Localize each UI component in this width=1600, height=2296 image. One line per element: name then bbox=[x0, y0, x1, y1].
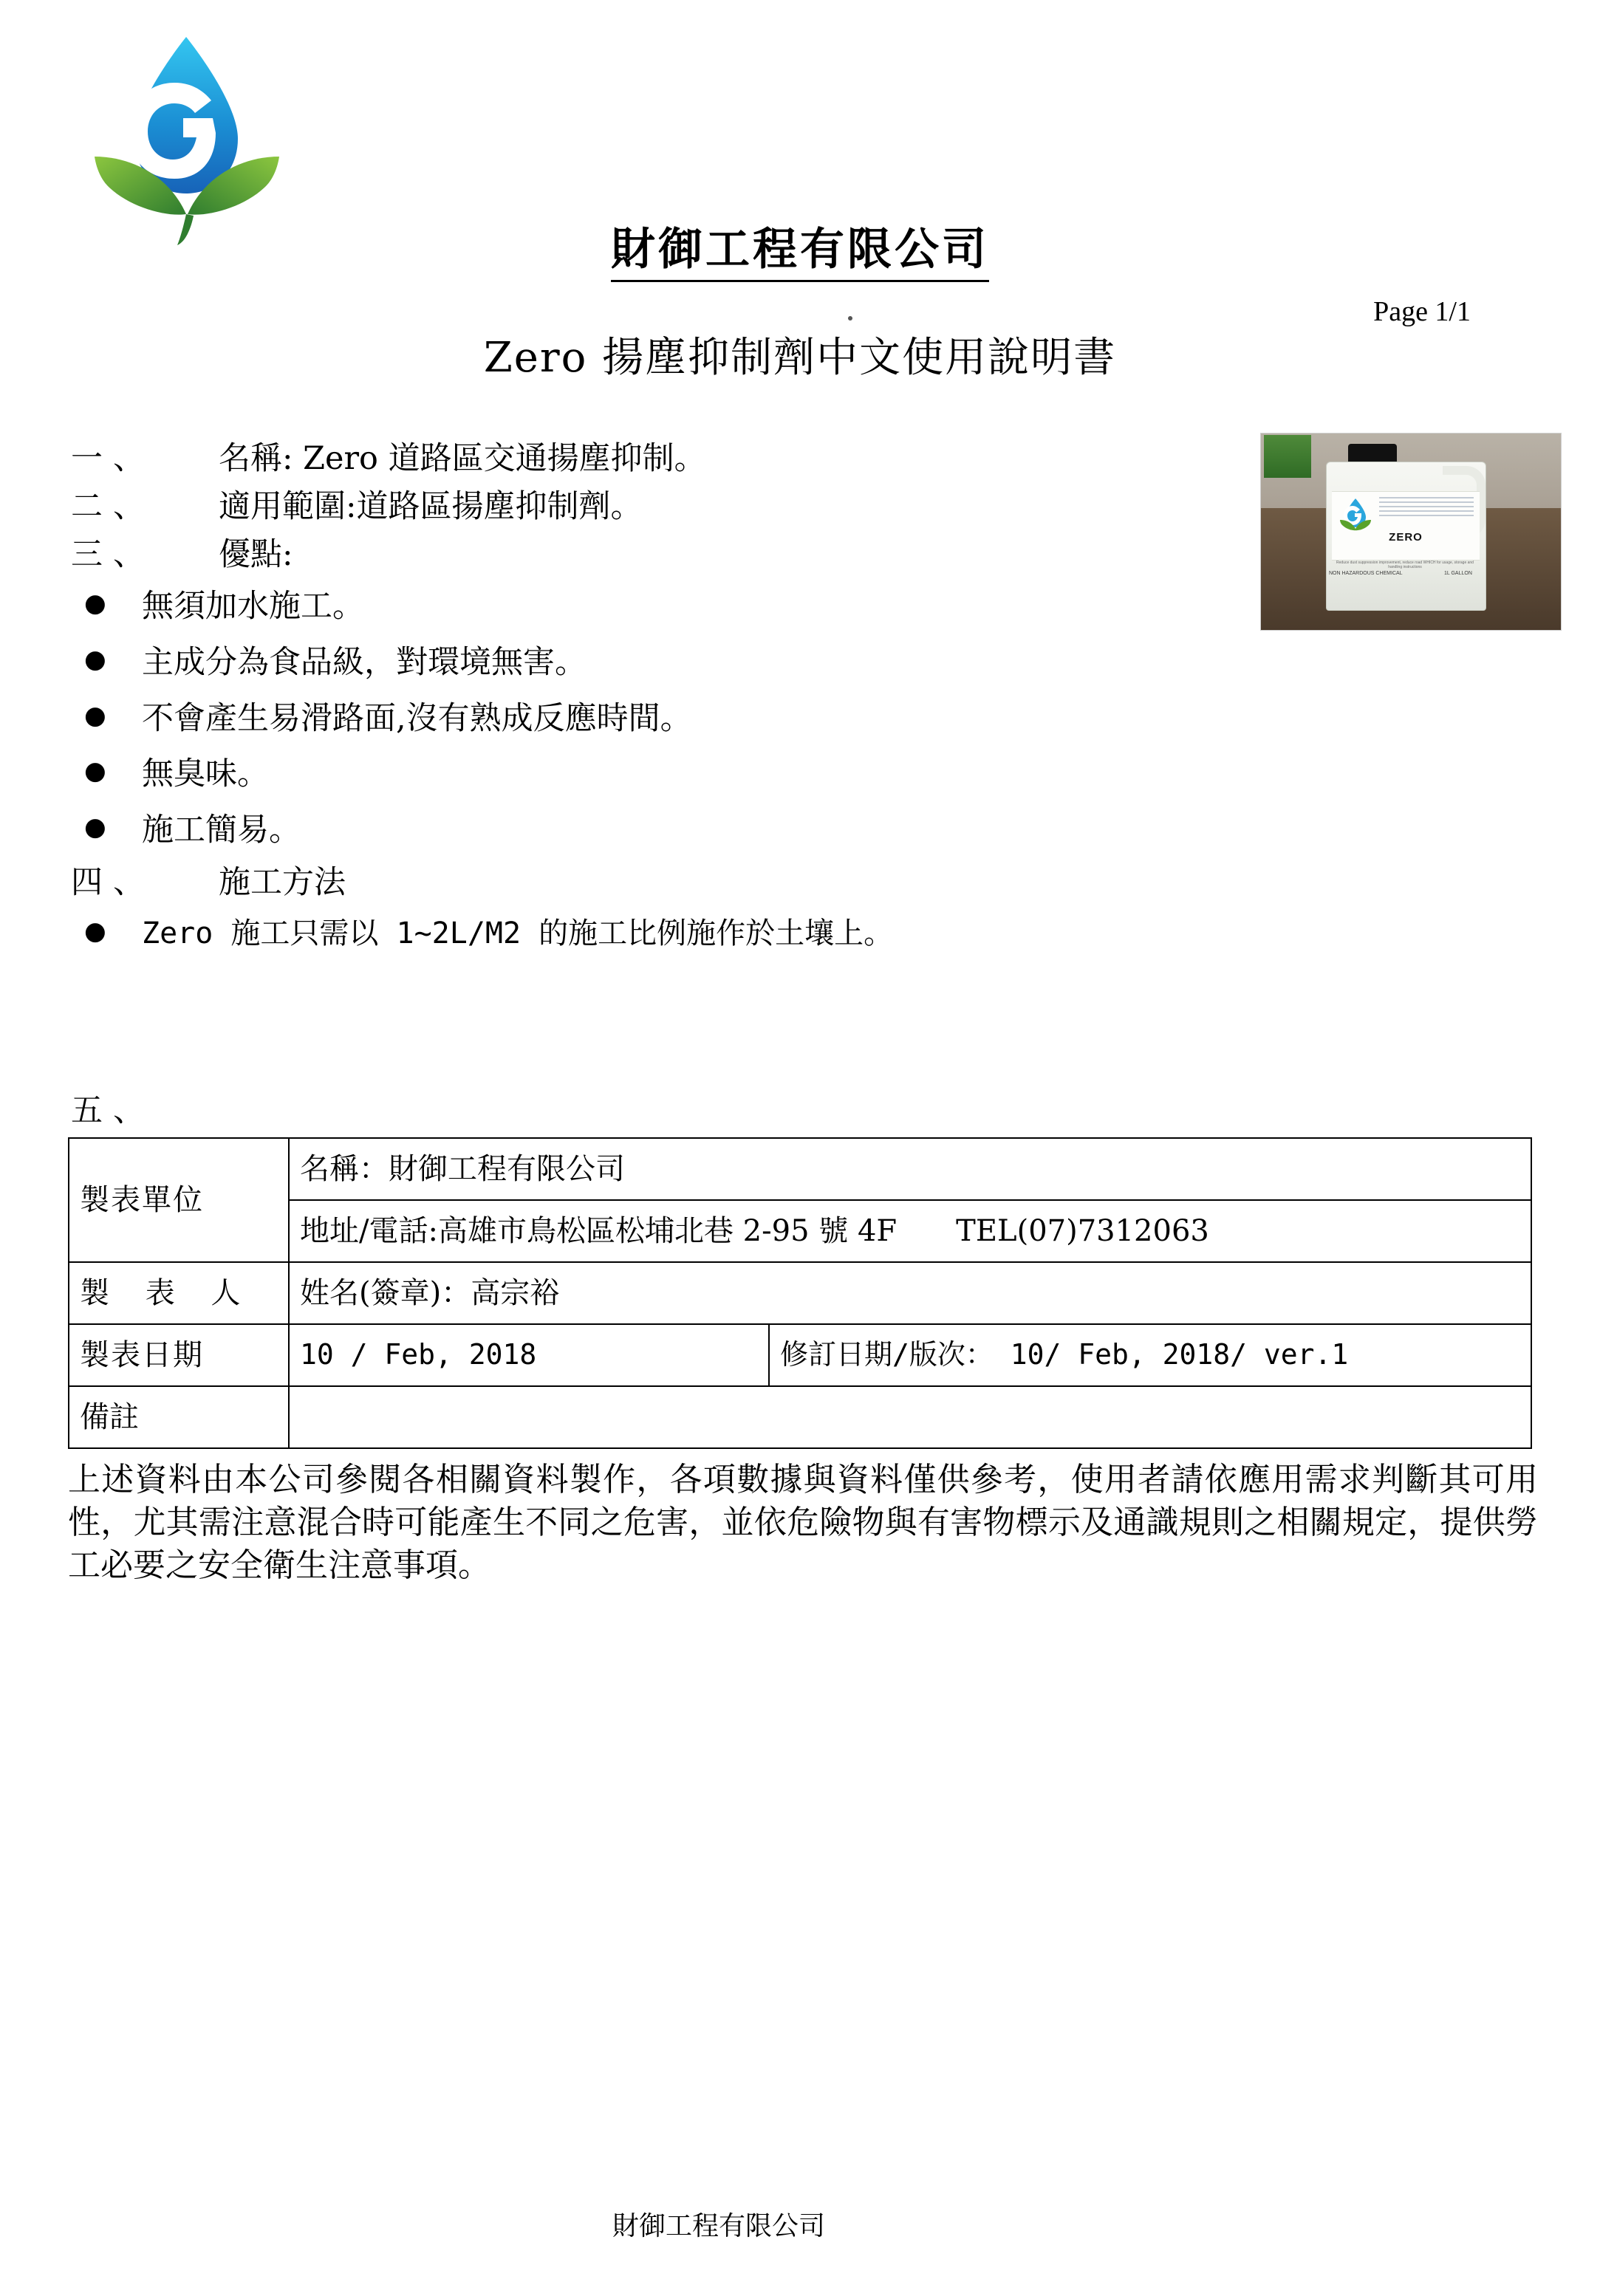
list-item-label: 主成分為食品級，對環境無害。 bbox=[142, 643, 587, 681]
table-row bbox=[69, 1324, 1531, 1386]
document-info-table bbox=[68, 1137, 1532, 1449]
title-decorative-dot bbox=[848, 316, 852, 321]
section-text-4: 施工方法 bbox=[219, 863, 346, 901]
table-label-remarks: 備註 bbox=[69, 1386, 289, 1448]
table-row bbox=[69, 1386, 1531, 1448]
bullet-icon: ● bbox=[84, 756, 106, 787]
list-item-label: 無臭味。 bbox=[142, 755, 269, 793]
label-product-name: ZERO bbox=[1389, 531, 1423, 544]
table-value-preparer: 姓名(簽章)：高宗裕 bbox=[289, 1262, 1531, 1324]
table-label-date: 製表日期 bbox=[69, 1324, 289, 1386]
section-item-2 bbox=[71, 488, 1282, 525]
table-value-remarks bbox=[289, 1386, 1531, 1448]
company-title bbox=[0, 214, 1600, 278]
application-method-list bbox=[71, 915, 1282, 952]
document-title: Zero 揚塵抑制劑中文使用說明書 bbox=[483, 334, 1117, 382]
table-label-preparer: 製 表 人 bbox=[69, 1262, 289, 1324]
table-label-issuer: 製表單位 bbox=[69, 1138, 289, 1262]
advantages-list bbox=[71, 587, 1282, 851]
company-title-text: 財御工程有限公司 bbox=[611, 224, 989, 282]
section-number-1: 一、 bbox=[71, 440, 155, 477]
disclaimer-note: 上述資料由本公司參閱各相關資料製作，各項數據與資料僅供參考，使用者請依應用需求判斷其可用性，尤其需注意混合時可能產生不同之危害，並依危險物與有害物標示及通識規則之相關規定，提供勞工必要之安全衛生注意事項。 bbox=[68, 1461, 1538, 1585]
list-item-label: 施工簡易。 bbox=[142, 812, 301, 849]
label-logo-icon bbox=[1339, 497, 1372, 531]
document-body bbox=[71, 440, 1282, 968]
list-item bbox=[71, 699, 1282, 739]
bullet-icon: ● bbox=[84, 700, 106, 730]
bullet-icon: ● bbox=[84, 916, 106, 946]
label-text-lines bbox=[1379, 497, 1474, 527]
list-item bbox=[71, 643, 1282, 683]
page-footer: 財御工程有限公司 bbox=[612, 2211, 825, 2241]
section-number-2: 二、 bbox=[71, 488, 155, 525]
product-photo bbox=[1260, 433, 1562, 631]
table-row bbox=[69, 1138, 1531, 1200]
section-item-3 bbox=[71, 536, 1282, 573]
table-value-revision: 修訂日期/版次： 10/ Feb, 2018/ ver.1 bbox=[769, 1324, 1531, 1386]
bullet-icon: ● bbox=[84, 589, 106, 618]
section-number-3: 三、 bbox=[71, 536, 155, 573]
table-row bbox=[69, 1262, 1531, 1324]
table-value-issuer-name: 名稱：財御工程有限公司 bbox=[289, 1138, 1531, 1200]
list-item-label: 不會產生易滑路面,沒有熟成反應時間。 bbox=[142, 699, 692, 737]
section-item-4 bbox=[71, 863, 1282, 901]
section-text-2: 適用範圍:道路區揚塵抑制劑。 bbox=[219, 488, 643, 525]
table-value-issuer-address: 地址/電話:高雄市鳥松區松埔北巷 2-95 號 4F TEL(07)7312063 bbox=[289, 1200, 1531, 1262]
list-item bbox=[71, 755, 1282, 795]
label-fine-print: Reduce dust suppression improvement, reduce road WHICH for usage, storage and handling instructions bbox=[1336, 561, 1474, 569]
label-volume-text: 1L GALLON bbox=[1444, 571, 1472, 576]
section-number-4: 四、 bbox=[71, 863, 155, 901]
bullet-icon: ● bbox=[84, 812, 106, 842]
section-item-1 bbox=[71, 440, 1282, 477]
list-item-label: Zero 施工只需以 1~2L/M2 的施工比例施作於土壤上。 bbox=[142, 916, 894, 950]
bullet-icon: ● bbox=[84, 644, 106, 674]
page-number: Page 1/1 bbox=[1373, 296, 1471, 327]
list-item-label: 無須加水施工。 bbox=[142, 588, 364, 625]
table-value-date: 10 / Feb, 2018 bbox=[289, 1324, 769, 1386]
list-item bbox=[71, 915, 1282, 952]
section-number-5: 五、 bbox=[71, 1092, 155, 1129]
list-item bbox=[71, 587, 1282, 627]
list-item bbox=[71, 811, 1282, 851]
label-hazard-text: NON HAZARDOUS CHEMICAL bbox=[1329, 571, 1403, 576]
section-text-3: 優點: bbox=[219, 536, 293, 573]
section-text-1: 名稱: Zero 道路區交通揚塵抑制。 bbox=[219, 440, 706, 477]
